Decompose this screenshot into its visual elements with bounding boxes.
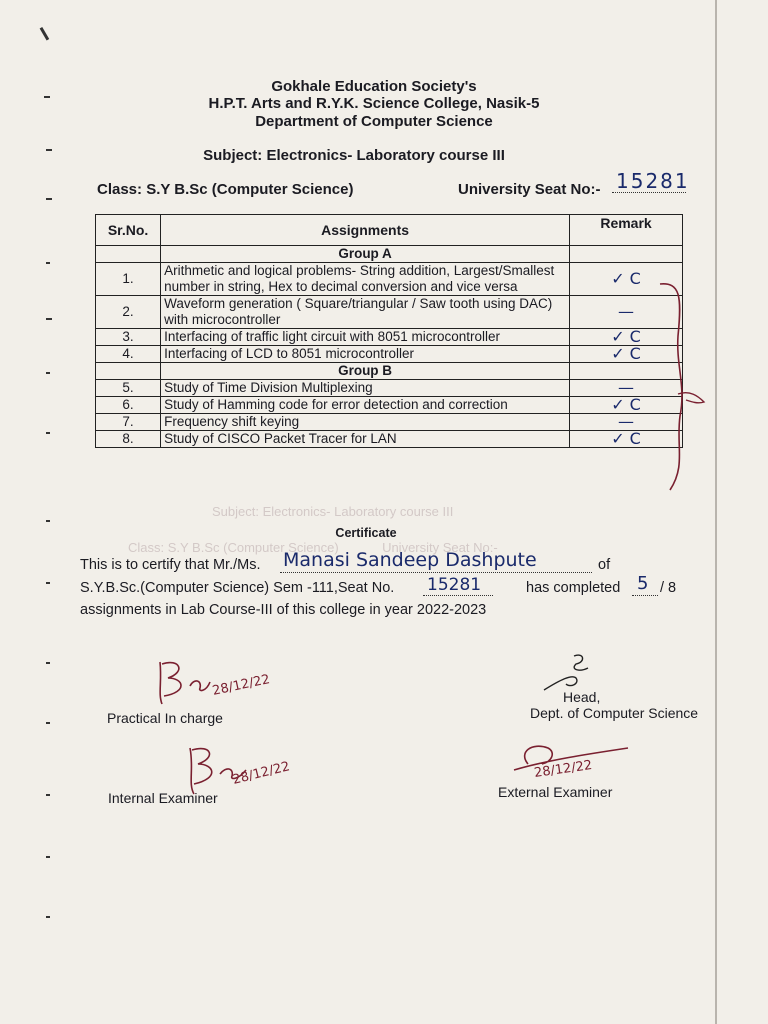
society-name: Gokhale Education Society's	[271, 78, 477, 95]
group-b-label: Group B	[161, 363, 570, 380]
table-row	[96, 296, 683, 329]
table-row	[96, 380, 683, 397]
completed-text: has completed	[526, 580, 621, 596]
seat-value-handwritten: 15281	[616, 169, 690, 193]
certificate-line-1	[80, 557, 260, 573]
group-a-label: Group A	[161, 246, 570, 263]
bleed-text: Subject: Electronics- Laboratory course III	[212, 504, 454, 519]
header-remark: Remark	[570, 215, 683, 246]
table-row	[96, 263, 683, 296]
table-row	[96, 414, 683, 431]
group-row	[96, 363, 683, 380]
completed-count-handwritten: 5	[637, 573, 649, 594]
class-label: Class: S.Y B.Sc (Computer Science)	[97, 181, 354, 198]
group-row	[96, 246, 683, 263]
header-assignments: Assignments	[161, 215, 570, 246]
certificate-line-3: assignments in Lab Course-III of this college in year 2022-2023	[80, 602, 487, 618]
row-assignment: Study of CISCO Packet Tracer for LAN	[161, 431, 570, 448]
row-number: 7.	[96, 414, 161, 431]
total-text: / 8	[660, 580, 677, 596]
practical-incharge-label: Practical In charge	[107, 710, 223, 726]
row-assignment: Interfacing of traffic light circuit with 8051 microcontroller	[161, 329, 570, 346]
seat-no-handwritten: 15281	[427, 575, 482, 595]
row-assignment: Study of Hamming code for error detection and correction	[161, 397, 570, 414]
row-assignment: Interfacing of LCD to 8051 microcontroller	[161, 346, 570, 363]
bleed-text: Class: S.Y B.Sc (Computer Science) University Seat No:-	[128, 540, 498, 555]
seat-label: University Seat No:-	[458, 181, 601, 198]
assignments-table	[95, 214, 683, 448]
seat-underline	[612, 192, 686, 193]
row-remark: ✓ C	[570, 329, 683, 346]
certificate-line-2	[80, 580, 394, 596]
row-remark: ✓ C	[570, 346, 683, 363]
count-underline	[632, 595, 658, 596]
row-number: 8.	[96, 431, 161, 448]
row-remark: ✓ C	[570, 263, 683, 296]
header-srno: Sr.No.	[96, 215, 161, 246]
seat-underline	[423, 595, 493, 596]
head-label: Head,	[563, 689, 601, 705]
row-assignment: Arithmetic and logical problems- String addition, Largest/Smallest number in string, Hex to decimal conversion and vice versa	[161, 263, 570, 296]
row-remark: ✓ C	[570, 397, 683, 414]
row-number: 4.	[96, 346, 161, 363]
name-underline	[280, 572, 592, 573]
student-name-handwritten: Manasi Sandeep Dashpute	[283, 549, 537, 571]
subject-line: Subject: Electronics- Laboratory course III	[203, 147, 505, 164]
head-dept-label: Dept. of Computer Science	[530, 705, 699, 721]
external-date: 28/12/22	[533, 758, 594, 781]
row-number: 3.	[96, 329, 161, 346]
table-row	[96, 397, 683, 414]
department-name: Department of Computer Science	[255, 113, 493, 130]
of-text: of	[598, 557, 611, 573]
sem-seat-text: S.Y.B.Sc.(Computer Science) Sem -111,Seat No.	[80, 580, 395, 596]
table-row	[96, 329, 683, 346]
row-remark: —	[570, 296, 683, 329]
row-assignment: Waveform generation ( Square/triangular / Saw tooth using DAC) with microcontroller	[161, 296, 570, 329]
certify-prefix: This is to certify that Mr./Ms.	[80, 557, 261, 573]
external-examiner-label: External Examiner	[498, 784, 613, 800]
certificate-title: Certificate	[335, 526, 397, 540]
row-number: 2.	[96, 296, 161, 329]
row-remark: —	[570, 380, 683, 397]
remark-bracket-scribble	[620, 276, 720, 496]
row-number: 5.	[96, 380, 161, 397]
row-remark: —	[570, 414, 683, 431]
row-remark: ✓ C	[570, 431, 683, 448]
college-name: H.P.T. Arts and R.Y.K. Science College, Nasik-5	[208, 95, 540, 112]
row-assignment: Study of Time Division Multiplexing	[161, 380, 570, 397]
practical-date: 28/12/22	[211, 672, 272, 699]
table-row	[96, 431, 683, 448]
row-number: 6.	[96, 397, 161, 414]
table-header-row	[96, 215, 683, 246]
internal-date: 28/12/22	[231, 759, 292, 788]
row-assignment: Frequency shift keying	[161, 414, 570, 431]
internal-examiner-label: Internal Examiner	[108, 790, 218, 806]
row-number: 1.	[96, 263, 161, 296]
table-row	[96, 346, 683, 363]
